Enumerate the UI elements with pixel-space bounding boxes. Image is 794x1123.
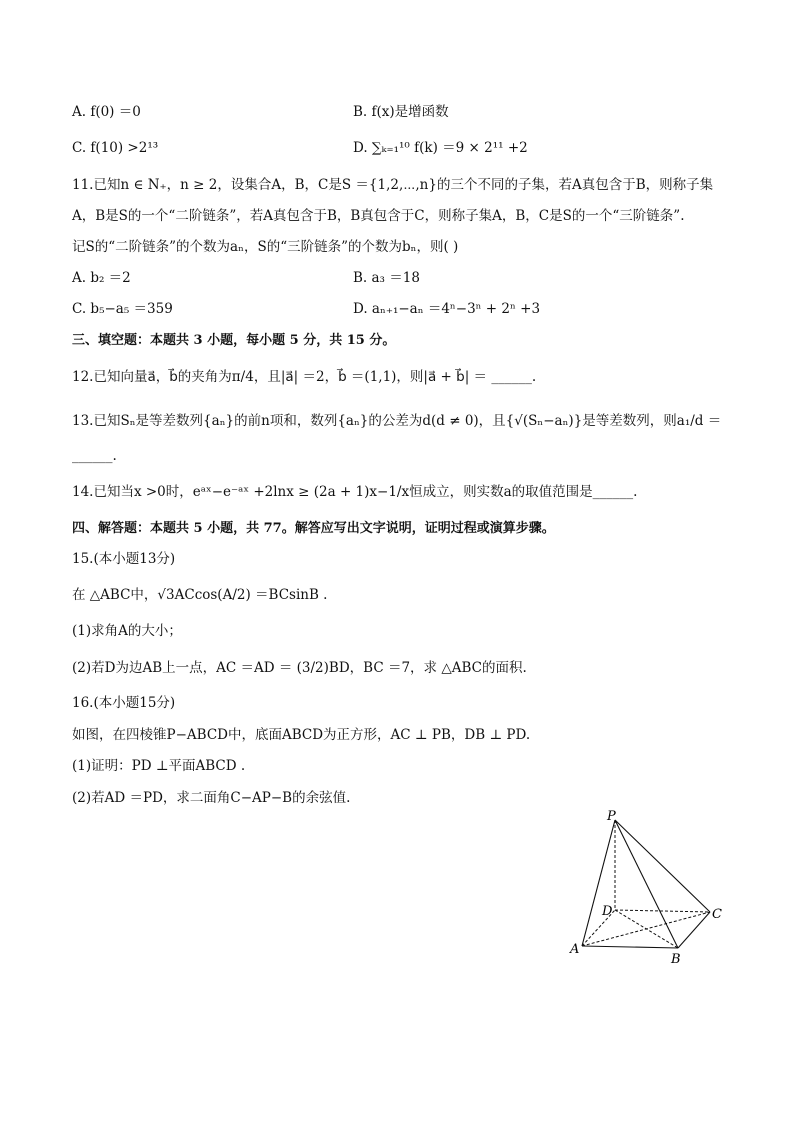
q16-part-1: (1)证明：PD ⊥平面ABCD . — [72, 758, 246, 774]
section-3-heading: 三、填空题：本题共 3 小题，每小题 5 分，共 15 分。 — [72, 333, 396, 348]
q14: 14.已知当x >0时，eᵃˣ−e⁻ᵃˣ +2lnx ≥ (2a + 1)x−1/x恒成立，则实数a的取值范围是______. — [72, 484, 638, 500]
q11-line-2: A，B是S的一个“二阶链条”，若A真包含于B，B真包含于C，则称子集A，B，C是S的一个“三阶链条”. — [72, 208, 685, 224]
edge-dc — [615, 910, 710, 912]
q16-stem: 如图，在四棱锥P−ABCD中，底面ABCD为正方形，AC ⊥ PB，DB ⊥ PD. — [72, 727, 531, 743]
label-p: P — [607, 809, 616, 824]
edge-pc — [615, 820, 710, 912]
q15-header: 15.(本小题13分) — [72, 551, 176, 567]
q15-stem: 在 △ABC中，√3ACcos(A/2) ＝BCsinB . — [72, 587, 328, 603]
q10-option-b: B. f(x)是增函数 — [353, 104, 449, 120]
q12: 12.已知向量a⃗，b⃗的夹角为π/4，且|a⃗| ＝2，b⃗ ＝(1,1)，则|a⃗ + b⃗| ＝ ______. — [72, 369, 537, 385]
label-a: A — [570, 942, 580, 957]
q10-option-c: C. f(10) >2¹³ — [72, 140, 159, 156]
label-b: B — [671, 952, 681, 967]
q11-line-1: 11.已知n ∈ N₊，n ≥ 2，设集合A，B，C是S ＝{1,2,⋯,n}的三个不同的子集，若A真包含于B，则称子集 — [72, 177, 714, 193]
q11-option-d: D. aₙ₊₁−aₙ ＝4ⁿ−3ⁿ + 2ⁿ +3 — [353, 301, 541, 317]
q11-option-b: B. a₃ ＝18 — [353, 270, 420, 286]
pyramid-figure — [560, 808, 730, 968]
q10-option-a: A. f(0) ＝0 — [72, 104, 141, 120]
section-4-heading: 四、解答题：本题共 5 小题，共 77。解答应写出文字说明，证明过程或演算步骤。 — [72, 521, 555, 536]
q16-header: 16.(本小题15分) — [72, 695, 176, 711]
q11-line-3: 记S的“二阶链条”的个数为aₙ，S的“三阶链条”的个数为bₙ，则( ) — [72, 239, 459, 255]
edge-ab — [582, 946, 678, 948]
q11-option-c: C. b₅−a₅ ＝359 — [72, 301, 173, 317]
q13-line-1: 13.已知Sₙ是等差数列{aₙ}的前n项和，数列{aₙ}的公差为d(d ≠ 0)，且{√(Sₙ−aₙ)}是等差数列，则a₁/d ＝ — [72, 413, 722, 429]
label-c: C — [712, 907, 722, 922]
q15-part-1: (1)求角A的大小； — [72, 623, 182, 639]
q13-line-2: ______. — [72, 448, 117, 464]
edge-pa — [582, 820, 615, 946]
edge-bc — [678, 912, 710, 948]
q10-option-d: D. ∑ₖ₌₁¹⁰ f(k) ＝9 × 2¹¹ +2 — [353, 140, 528, 156]
q15-part-2: (2)若D为边AB上一点，AC ＝AD ＝ (3/2)BD，BC ＝7，求 △ABC的面积. — [72, 660, 527, 676]
q11-option-a: A. b₂ ＝2 — [72, 270, 131, 286]
label-d: D — [602, 904, 613, 919]
q16-part-2: (2)若AD ＝PD，求二面角C−AP−B的余弦值. — [72, 790, 351, 806]
